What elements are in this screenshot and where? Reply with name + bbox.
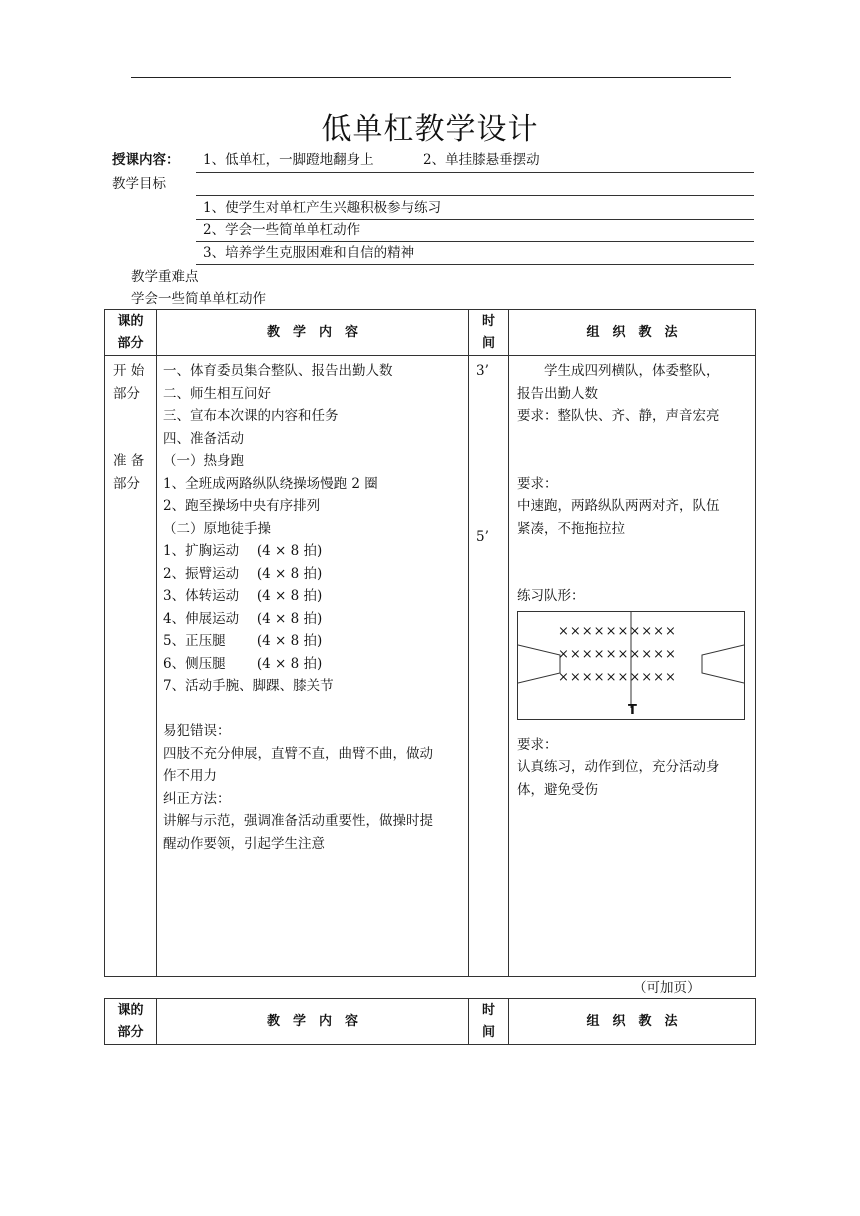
footer-note: （可加页） [633, 980, 701, 996]
time-start: 3’ [476, 363, 489, 379]
content-line: 三、宣布本次课的内容和任务 [163, 408, 339, 424]
content-line: （二）原地徒手操 [163, 520, 271, 537]
header-time-line1: 时 [481, 313, 495, 329]
page-title: 低单杠教学设计 [321, 112, 539, 147]
method-line: 要求： [517, 736, 558, 753]
objective-1: 1、使学生对单杠产生兴趣积极参与练习 [203, 200, 442, 216]
key-points-label: 教学重难点 [131, 269, 199, 285]
method-line: 认真练习，动作到位，充分活动身 [517, 759, 720, 775]
header-content-label: 教 学 内 容 [266, 324, 358, 340]
header-time-line2: 间 [481, 1024, 495, 1040]
course-content-item-1: 1、低单杠，一脚蹬地翻身上 [203, 152, 374, 168]
content-line: 2、振臂运动 (4 × 8 拍) [163, 565, 323, 582]
content-line: 1、扩胸运动 (4 × 8 拍) [163, 543, 323, 559]
header-time-line2: 间 [481, 335, 495, 351]
content-cell [157, 356, 469, 977]
teacher-mark: T [628, 702, 637, 718]
content-line: 5、正压腿 (4 × 8 拍) [163, 633, 323, 649]
content-line: 四、准备活动 [163, 430, 244, 447]
table-header-row [105, 999, 756, 1045]
content-line: 3、体转运动 (4 × 8 拍) [163, 588, 323, 604]
time-prep: 5’ [476, 529, 489, 545]
header-time [469, 999, 509, 1045]
header-content [157, 999, 469, 1045]
content-line: 二、师生相互问好 [163, 385, 271, 402]
method-line: 体，避免受伤 [517, 781, 598, 798]
header-part-line2: 部分 [117, 335, 144, 351]
underline [196, 264, 754, 265]
content-line: 4、伸展运动 (4 × 8 拍) [163, 610, 323, 627]
time-cell [469, 356, 509, 977]
part-start-line1: 开 始 [113, 363, 145, 379]
objective-3: 3、培养学生克服困难和自信的精神 [203, 245, 415, 261]
content-line: 1、全班成两路纵队绕操场慢跑 2 圈 [163, 475, 378, 492]
header-part [105, 999, 157, 1045]
content-line: 讲解与示范，强调准备活动重要性，做操时提 [163, 813, 433, 829]
part-cell [105, 356, 157, 977]
header-method-label: 组 织 教 法 [586, 324, 678, 340]
method-line: 练习队形： [517, 588, 585, 604]
content-line: 6、侧压腿 (4 × 8 拍) [163, 655, 323, 672]
header-content [157, 310, 469, 356]
formation-row-1: ×××××××××× [558, 623, 677, 639]
course-content-item-2: 2、单挂膝悬垂摆动 [423, 152, 540, 168]
method-line: 报告出勤人数 [517, 385, 598, 402]
method-line: 要求： [517, 475, 558, 492]
part-start-line2: 部分 [113, 385, 140, 402]
underline [196, 195, 754, 196]
content-line: 作不用力 [163, 768, 217, 784]
header-part-line2: 部分 [117, 1024, 144, 1040]
objective-2: 2、学会一些简单单杠动作 [203, 222, 361, 238]
method-line: 学生成四列横队，体委整队， [517, 363, 720, 379]
content-line: 醒动作要领，引起学生注意 [163, 835, 325, 852]
course-content-label: 授课内容： [112, 152, 180, 168]
content-line: 2、跑至操场中央有序排列 [163, 498, 321, 514]
formation-diagram [517, 611, 745, 720]
content-line: 一、体育委员集合整队、报告出勤人数 [163, 363, 393, 379]
content-line: 纠正方法： [163, 790, 231, 807]
content-line: 7、活动手腕、脚踝、膝关节 [163, 678, 334, 694]
header-time [469, 310, 509, 356]
underline [196, 172, 754, 173]
part-prep-line2: 部分 [113, 475, 140, 492]
header-part-line1: 课的 [117, 1002, 144, 1018]
content-line: 四肢不充分伸展，直臂不直，曲臂不曲，做动 [163, 745, 433, 762]
key-points-text: 学会一些简单单杠动作 [131, 291, 266, 307]
table-header-row [105, 310, 756, 356]
header-method-label: 组 织 教 法 [586, 1013, 678, 1029]
lesson-table-continued [104, 998, 756, 1045]
content-line: 易犯错误： [163, 723, 231, 739]
content-line [163, 698, 468, 721]
method-cell [509, 356, 756, 977]
header-content-label: 教 学 内 容 [266, 1013, 358, 1029]
lesson-table [104, 309, 756, 977]
header-method [509, 310, 756, 356]
header-rule [131, 77, 731, 78]
header-method [509, 999, 756, 1045]
method-line: 紧凑，不拖拖拉拉 [517, 520, 625, 537]
method-line: 中速跑，两路纵队两两对齐，队伍 [517, 498, 720, 514]
formation-row-2: ×××××××××× [558, 646, 677, 662]
table-row [105, 356, 756, 977]
header-part-line1: 课的 [117, 313, 144, 329]
header-time-line1: 时 [481, 1002, 495, 1018]
method-line: 要求：整队快、齐、静，声音宏亮 [517, 408, 720, 424]
part-prep-line1: 准 备 [113, 453, 145, 469]
content-line: （一）热身跑 [163, 453, 244, 469]
objectives-label: 教学目标 [112, 176, 166, 192]
header-part [105, 310, 157, 356]
formation-row-3: ×××××××××× [558, 669, 677, 685]
